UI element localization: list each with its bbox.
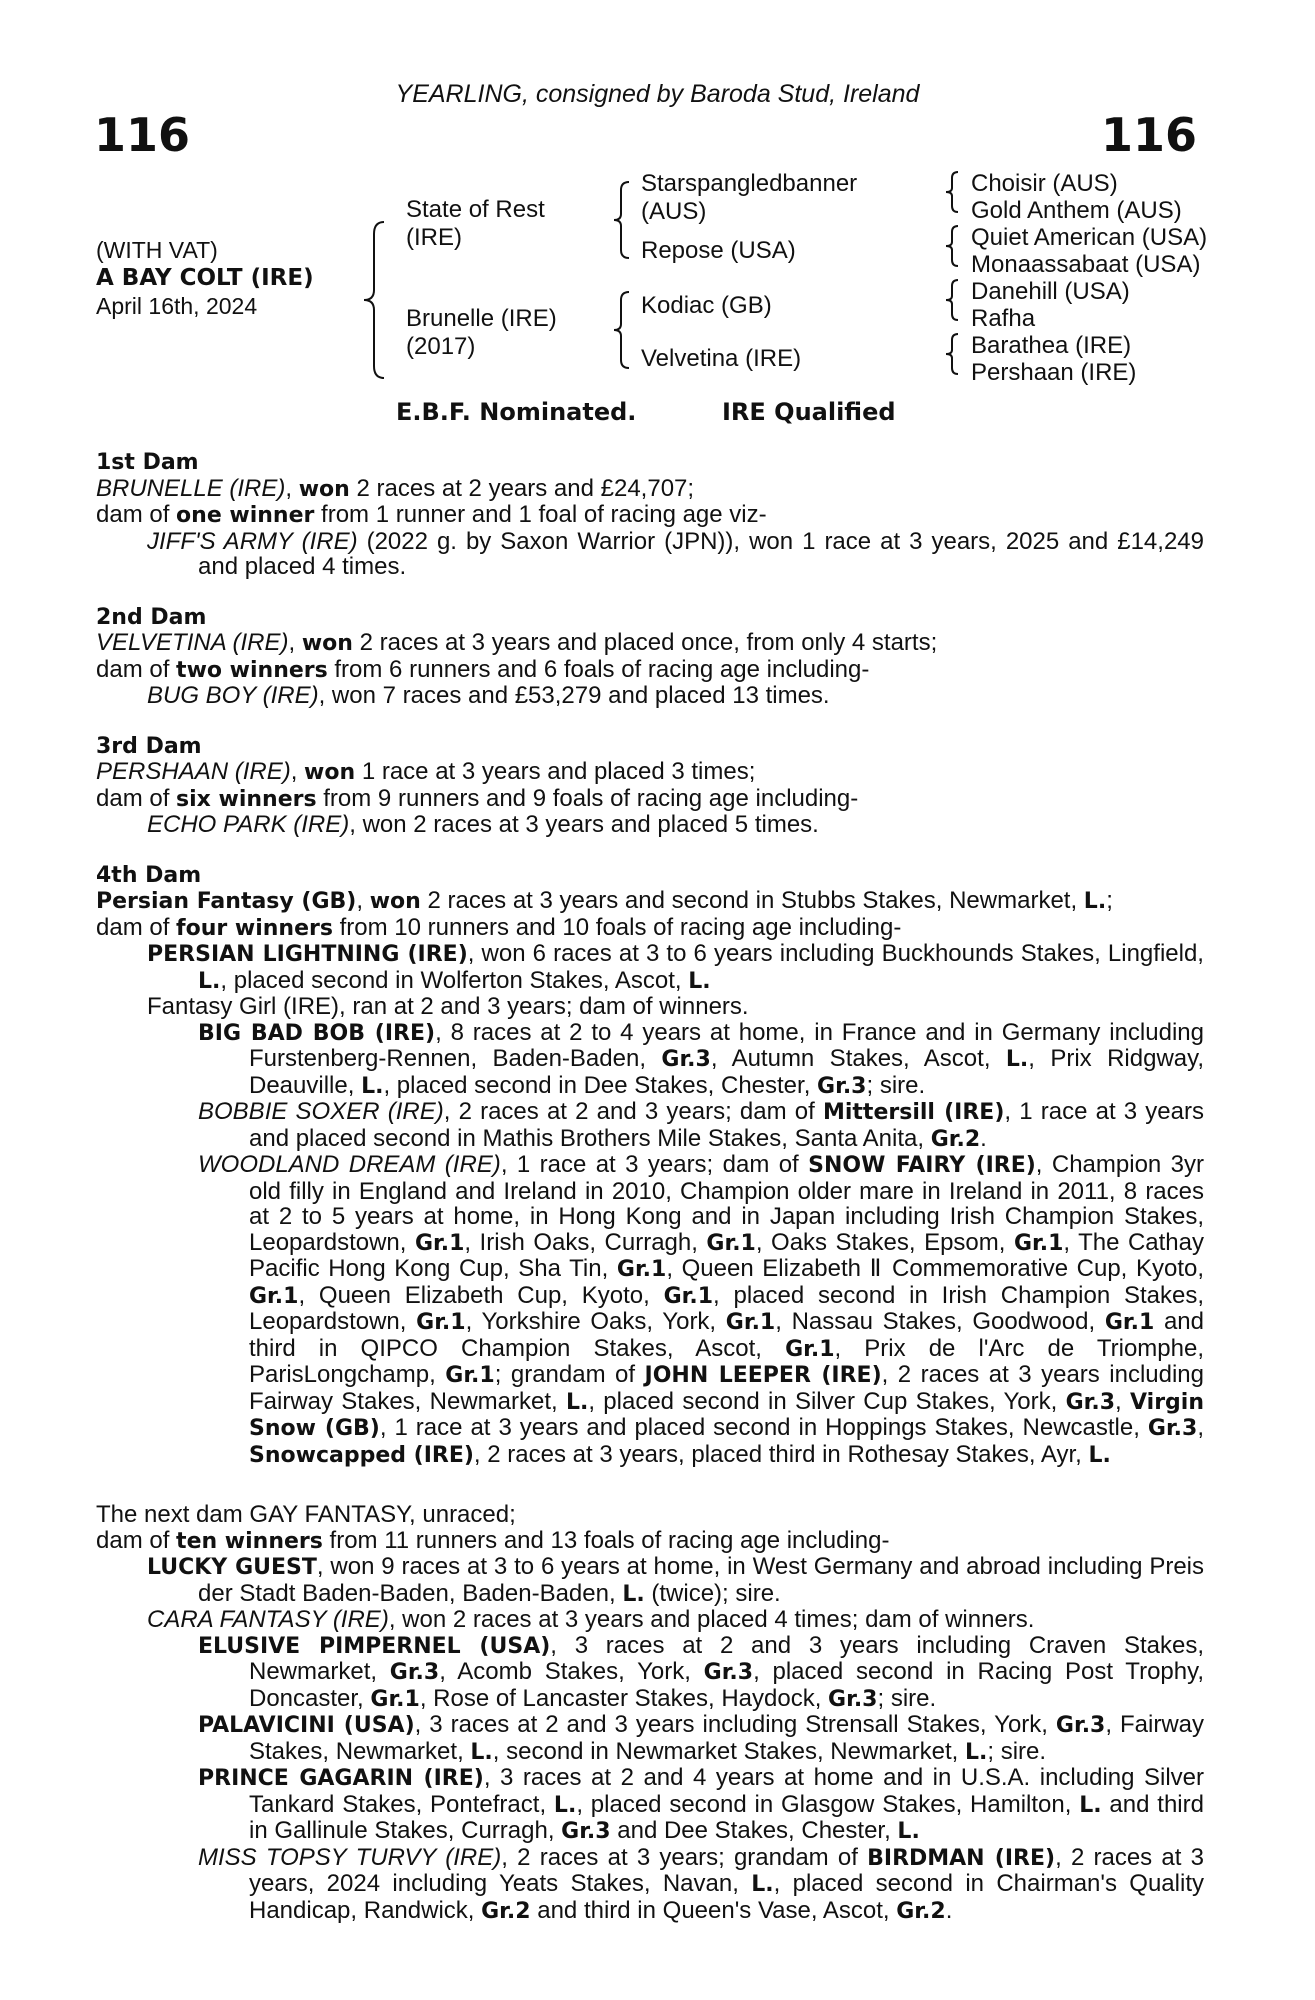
brace-gen3-4	[944, 332, 960, 376]
fantasy-girl-entry: Fantasy Girl (IRE), ran at 2 and 3 years; dam of winners.	[147, 993, 749, 1020]
persian-lightning-entry: PERSIAN LIGHTNING (IRE), won 6 races at 3 to 6 years including Buckhounds Stakes, Lingfield, L., placed second in Wolferton Stakes, Ascot, L.	[147, 940, 1204, 994]
fourth-dam-section	[96, 863, 1204, 1469]
first-dam-title: 1st Dam	[96, 450, 199, 475]
foaling-date: April 16th, 2024	[96, 293, 258, 319]
next-dam-produce: dam of ten winners from 11 runners and 13 foals of racing age including-	[96, 1526, 890, 1554]
fourth-dam-line: Persian Fantasy (GB), won 2 races at 3 years and second in Stubbs Stakes, Newmarket, L.;	[96, 887, 1113, 914]
palavicini-entry: PALAVICINI (USA), 3 races at 2 and 3 years including Strensall Stakes, York, Gr.3, Fairway Stakes, Newmarket, L., second in Newmarket Stakes, Newmarket, L.; sire.	[198, 1711, 1205, 1765]
pedigree-gen3: Choisir (AUS) Gold Anthem (AUS) Quiet American (USA) Monaassabaat (USA) Danehill (USA) Rafha Barathea (IRE) Pershaan (IRE)	[971, 170, 1208, 386]
second-dam-title: 2nd Dam	[96, 604, 207, 630]
second-dam-offspring: BUG BOY (IRE), won 7 races and £53,279 and placed 13 times.	[147, 682, 830, 709]
second-dam-produce: dam of two winners from 6 runners and 6 foals of racing age including-	[96, 655, 870, 683]
pedigree-dam-dam: Velvetina (IRE)	[641, 345, 802, 372]
brace-sire-dam	[362, 220, 388, 380]
lucky-guest-entry: LUCKY GUEST, won 9 races at 3 to 6 years at home, in West Germany and abroad including Preis der Stadt Baden-Baden, Baden-Baden, L. (twice); sire.	[147, 1553, 1205, 1607]
brace-gen3-2	[944, 224, 960, 268]
fourth-dam-produce: dam of four winners from 10 runners and 10 foals of racing age including-	[96, 913, 902, 941]
ire-qualified: IRE Qualified	[722, 398, 896, 426]
ebf-nominated: E.B.F. Nominated.	[396, 398, 637, 426]
miss-topsy-turvy-entry: MISS TOPSY TURVY (IRE), 2 races at 3 years; grandam of BIRDMAN (IRE), 2 races at 3 years, 2024 including Yeats Stakes, Navan, L., placed second in Chairman's Quality Handicap, Randwick, Gr.2 and third in Queen's Vase, Ascot, Gr.2.	[198, 1843, 1204, 1924]
next-dam-section	[96, 1502, 1204, 1924]
next-dam-line: The next dam GAY FANTASY, unraced;	[96, 1501, 516, 1528]
brace-gen3-1	[944, 170, 960, 214]
pedigree-sire: State of Rest (IRE)	[406, 196, 545, 251]
lot-number-left: 116	[94, 108, 191, 162]
third-dam-line: PERSHAAN (IRE), won 1 race at 3 years and placed 3 times;	[96, 758, 756, 785]
first-dam-section	[96, 450, 1204, 580]
woodland-dream-entry: WOODLAND DREAM (IRE), 1 race at 3 years; dam of SNOW FAIRY (IRE), Champion 3yr old filly in England and Ireland in 2010, Champion older mare in Ireland in 2011, 8 races at 2 to 5 years at home, in Hong Kong and in Japan including Irish Champion Stakes, Leopardstown, Gr.1, Irish Oaks, Curragh, Gr.1, Oaks Stakes, Epsom, Gr.1, The Cathay Pacific Hong Kong Cup, Sha Tin, Gr.1, Queen Elizabeth Ⅱ Commemorative Cup, Kyoto, Gr.1, Queen Elizabeth Cup, Kyoto, Gr.1, placed second in Irish Champion Stakes, Leopardstown, Gr.1, Yorkshire Oaks, York, Gr.1, Nassau Stakes, Goodwood, Gr.1 and third in QIPCO Champion Stakes, Ascot, Gr.1, Prix de l'Arc de Triomphe, ParisLongchamp, Gr.1; grandam of JOHN LEEPER (IRE), 2 races at 3 years including Fairway Stakes, Newmarket, L., placed second in Silver Cup Stakes, York, Gr.3, Virgin Snow (GB), 1 race at 3 years and placed second in Hoppings Stakes, Newcastle, Gr.3, Snowcapped (IRE), 2 races at 3 years, placed third in Rothesay Stakes, Ayr, L.	[198, 1151, 1205, 1468]
cara-fantasy-entry: CARA FANTASY (IRE), won 2 races at 3 years and placed 4 times; dam of winners.	[147, 1606, 1035, 1633]
big-bad-bob-entry: BIG BAD BOB (IRE), 8 races at 2 to 4 years at home, in France and in Germany including Furstenberg-Rennen, Baden-Baden, Gr.3, Autumn Stakes, Ascot, L., Prix Ridgway, Deauville, L., placed second in Dee Stakes, Chester, Gr.3; sire.	[198, 1018, 1205, 1099]
first-dam-offspring: JIFF'S ARMY (IRE) (2022 g. by Saxon Warrior (JPN)), won 1 race at 3 years, 2025 and £14,249 and placed 4 times.	[147, 527, 1204, 580]
third-dam-section	[96, 734, 1204, 838]
pedigree-dam: Brunelle (IRE) (2017)	[406, 305, 557, 360]
second-dam-section	[96, 605, 1204, 709]
third-dam-produce: dam of six winners from 9 runners and 9 foals of racing age including-	[96, 784, 859, 812]
pedigree-dam-sire: Kodiac (GB)	[641, 292, 772, 319]
third-dam-title: 3rd Dam	[96, 733, 202, 759]
fourth-dam-title: 4th Dam	[96, 862, 202, 888]
brace-dam-parents	[612, 290, 632, 370]
horse-name: A BAY COLT (IRE)	[96, 265, 314, 291]
first-dam-line: BRUNELLE (IRE), won 2 races at 2 years and £24,707;	[96, 474, 695, 502]
prince-gagarin-entry: PRINCE GAGARIN (IRE), 3 races at 2 and 4 years at home and in U.S.A. including Silver Tankard Stakes, Pontefract, L., placed second in Glasgow Stakes, Hamilton, L. and third in Gallinule Stakes, Curragh, Gr.3 and Dee Stakes, Chester, L.	[198, 1764, 1204, 1844]
brace-sire-parents	[612, 180, 632, 260]
lot-number-right: 116	[1100, 108, 1197, 162]
vat-note: (WITH VAT)	[96, 237, 218, 263]
second-dam-line: VELVETINA (IRE), won 2 races at 3 years and placed once, from only 4 starts;	[96, 629, 938, 656]
catalogue-body	[96, 450, 1204, 1949]
pedigree-sire-sire: Starspangledbanner (AUS)	[641, 170, 858, 225]
third-dam-offspring: ECHO PARK (IRE), won 2 races at 3 years and placed 5 times.	[147, 811, 819, 838]
brace-gen3-3	[944, 278, 960, 322]
pedigree-sire-dam: Repose (USA)	[641, 237, 796, 264]
consignment-heading: YEARLING, consigned by Baroda Stud, Ireland	[395, 80, 920, 108]
first-dam-produce: dam of one winner from 1 runner and 1 foal of racing age viz-	[96, 501, 767, 528]
bobbie-soxer-entry: BOBBIE SOXER (IRE), 2 races at 2 and 3 years; dam of Mittersill (IRE), 1 race at 3 years and placed second in Mathis Brothers Mile Stakes, Santa Anita, Gr.2.	[198, 1098, 1204, 1152]
elusive-pimpernel-entry: ELUSIVE PIMPERNEL (USA), 3 races at 2 and 3 years including Craven Stakes, Newmarket, Gr.3, Acomb Stakes, York, Gr.3, placed second in Racing Post Trophy, Doncaster, Gr.1, Rose of Lancaster Stakes, Haydock, Gr.3; sire.	[198, 1631, 1204, 1712]
horse-details	[96, 236, 314, 320]
